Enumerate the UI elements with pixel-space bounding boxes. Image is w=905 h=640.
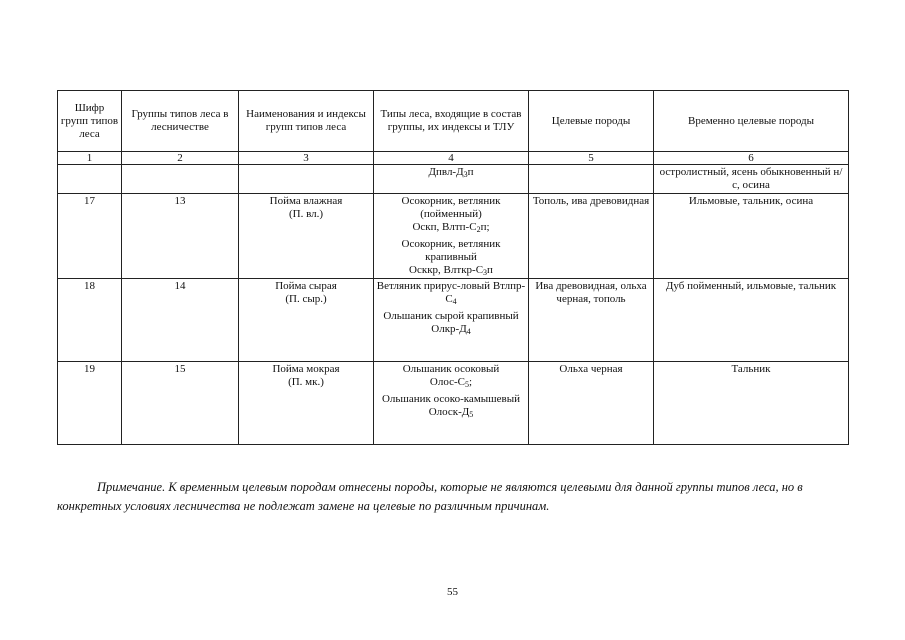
group-index: (П. мк.) [288, 376, 324, 388]
group-index: (П. вл.) [288, 208, 324, 220]
page-number: 55 [447, 586, 458, 598]
column-number: 4 [374, 152, 529, 165]
type-index: Дпвл-$Д_3п$ [428, 166, 474, 179]
types-cell [374, 362, 529, 445]
header-names: Наименования и индексы групп типов леса [239, 91, 374, 152]
types-cell [374, 279, 529, 362]
temp-species-cell: остролистный, ясень обыкновенный н/с, осина [654, 165, 849, 194]
type-index: Олоск-$Д_5$ [428, 406, 474, 419]
footnote: Примечание. К временным целевым породам отнесены породы, которые не являются целевыми для данной группы типов леса, но в конкретных условиях лесничества не подлежат замене на целевые по различным причинам. [57, 480, 803, 513]
column-number: 5 [529, 152, 654, 165]
type-index: Осккр, Влткр-$С_3п$ [409, 264, 493, 277]
types-cell [374, 194, 529, 279]
cipher-cell: 18 [58, 279, 122, 362]
header-row [58, 91, 849, 152]
header-temp-target: Временно целевые породы [654, 91, 849, 152]
table-cell [58, 165, 122, 194]
table-row [58, 279, 849, 362]
group-cell: 13 [122, 194, 239, 279]
continuation-row [58, 165, 849, 194]
name-cell [239, 279, 374, 362]
table-cell [239, 165, 374, 194]
group-cell: 14 [122, 279, 239, 362]
table-cell [374, 165, 529, 194]
header-cipher: Шифр групп типов леса [58, 91, 122, 152]
type-index: Олкр-$Д_4$ [431, 323, 471, 336]
table-cell [122, 165, 239, 194]
type-name: Ветляник прирус-ловый Втлпр-$С_4$ [376, 280, 526, 306]
cipher-cell: 17 [58, 194, 122, 279]
table-row [58, 194, 849, 279]
type-index: Оскп, Влтп-$С_2п$; [412, 221, 490, 234]
group-cell: 15 [122, 362, 239, 445]
type-name: Ольшаник осоковый [402, 363, 500, 375]
table-row [58, 362, 849, 445]
group-name: Пойма влажная [269, 195, 343, 207]
type-name: Осокорник, ветляник крапивный [401, 238, 501, 263]
type-index: Олос-$С_5$; [429, 376, 473, 389]
type-name: Ольшаник осоко-камышевый [381, 393, 520, 405]
header-types: Типы леса, входящие в состав группы, их индексы и ТЛУ [374, 91, 529, 152]
group-index: (П. сыр.) [285, 293, 327, 305]
column-number: 1 [58, 152, 122, 165]
temp-species-cell: Ильмовые, тальник, осина [654, 194, 849, 279]
table-cell [529, 165, 654, 194]
column-number: 3 [239, 152, 374, 165]
group-name: Пойма мокрая [272, 363, 340, 375]
type-name: Ольшаник сырой крапивный [383, 310, 519, 322]
target-species-cell: Тополь, ива древовидная [529, 194, 654, 279]
target-species-cell: Ольха черная [529, 362, 654, 445]
column-number: 6 [654, 152, 849, 165]
column-numbers-row [58, 152, 849, 165]
temp-species-cell: Тальник [654, 362, 849, 445]
forest-types-table [57, 90, 849, 445]
type-name: Осокорник, ветляник (пойменный) [401, 195, 501, 220]
header-target: Целевые породы [529, 91, 654, 152]
name-cell [239, 194, 374, 279]
temp-species-cell: Дуб пойменный, ильмовые, тальник [654, 279, 849, 362]
column-number: 2 [122, 152, 239, 165]
group-name: Пойма сырая [275, 280, 337, 292]
header-groups: Группы типов леса в лесничестве [122, 91, 239, 152]
name-cell [239, 362, 374, 445]
cipher-cell: 19 [58, 362, 122, 445]
target-species-cell: Ива древовидная, ольха черная, тополь [529, 279, 654, 362]
